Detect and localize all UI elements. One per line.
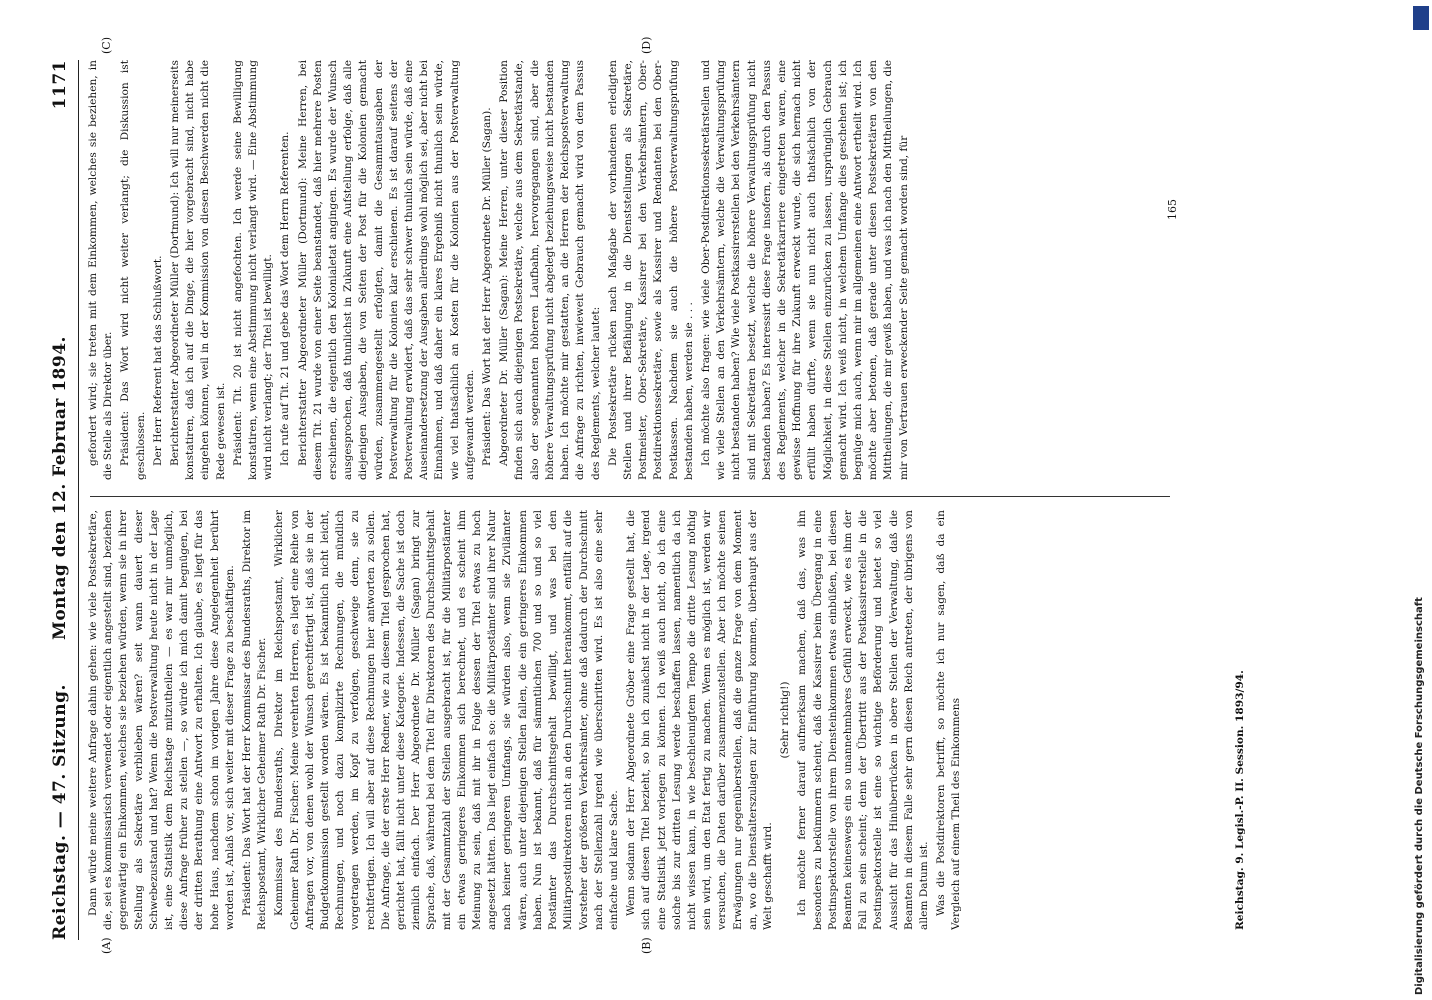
- paragraph: Präsident: Das Wort hat der Herr Abgeordnete Dr. Müller (Sagan).: [481, 107, 494, 466]
- paragraph: Wenn sodann der Herr Abgeordnete Gröber eine Frage gestellt hat, die sich auf diesen Titel bezieht, so bin ich zunächst nicht in der Lage, irgend eine Statistik jetzt vorlegen zu können. Ich weiß auch nicht, ob ich eine solche bis zur dritten Lesung werde beschaffen lassen, namentlich da ich nicht wissen kann, in wie beschleunigtem Tempo die dritte Lesung nöthig sein wird, um den Etat fertig zu machen. Wenn es möglich ist, werden wir versuchen, die Daten darüber zusammenzustellen. Aber ich möchte seinen Erwägungen nur gegenüberstellen, daß die ganze Frage von dem Moment an, wo die Dienstalterszulagen zur Einführung kommen, überhaupt aus der Welt geschafft wird.: [625, 510, 774, 930]
- paragraph: Berichterstatter Abgeordneter Müller (Dortmund): Meine Herren, bei diesem Tit. 21 wurde von einer Seite beanstandet, daß hier mehrere Posten erschienen, die eigentlich den Kolonialetat angingen. Es wurde der Wunsch ausgesprochen, daß thunlichst in Zukunft eine Aufstellung erfolge, daß alle diejenigen Ausgaben, die von Seiten der Post für die Kolonien gemacht würden, zusammengestellt erfolgten, damit die Gesammtausgaben der Postverwaltung für die Kolonien klar erschienen. Es ist darauf seitens der Postverwaltung erwidert, daß das sehr schwer thunlich sein würde, daß eine Auseinandersetzung der Ausgaben allerdings wohl möglich sei, aber nicht bei Einnahmen, und daß daher ein klares Ergebniß nicht thunlich sein würde, wie viel thatsächlich an Kosten für die Kolonien aus der Postverwaltung aufgewandt werden.: [296, 60, 476, 480]
- paragraph: gefordert wird; sie treten mit dem Einkommen, welches sie beziehen, in die Stelle als Direktor über.: [87, 60, 115, 480]
- digitization-credit: Digitalisierung gefördert durch die Deutsche Forschungsgemeinschaft: [1414, 597, 1425, 995]
- paragraph: Der Herr Referent hat das Schlußwort.: [151, 255, 164, 466]
- paragraph: Ich möchte ferner darauf aufmerksam machen, daß das, was ihn besonders zu bekümmern scheint, daß die Kassirer beim Übergang in eine Postinspektorstelle von ihrem Diensteinkommen etwas einbüßen, bei diesen Beamten keineswegs ein so unannehmbares Gefühl erweckt, wie es ihm der Fall zu sein scheint; denn der Übertritt aus der Postkassirerstelle in die Postinspektorstelle ist eine so wichtige Beförderung und bietet so viel Aussicht für das Hinüberrücken in obere Stellen der Verwaltung, daß die Beamten in diesem Falle sehr gern diesen Reich antreten, der übrigens von allem Datum ist.: [796, 510, 930, 930]
- header-rule: [78, 60, 79, 940]
- paragraph: Dann würde meine weitere Anfrage dahin gehen: wie viele Postsekretäre, die, sei es kommissarisch verwendet oder eigentlich angestellt sind, beziehen gegenwärtig ein Einkommen, welches sie beziehen würden, wenn sie in ihrer Stellung als Sekretäre verblieben wären? seit wann dauert dieser Schwebezustand und hat? Wenn die Postverwaltung heute nicht in der Lage ist, eine Statistik dem Reichstage mitzutheilen — es war mir unmöglich, diese Anfrage früher zu stellen —, so würde ich mich damit begnügen, bei der dritten Berathung eine Antwort zu erhalten. Ich glaube, es liegt für das hohe Haus, nachdem schon im vorigen Jahre diese Angelegenheit berührt worden ist, Anlaß vor, sich weiter mit dieser Frage zu beschäftigen.: [87, 510, 236, 930]
- paragraph: Was die Postdirektoren betrifft, so möchte ich nur sagen, daß da ein Vergleich auf einem Theil des Einkommens: [935, 510, 963, 930]
- margin-marker-c: (C): [100, 37, 113, 54]
- digitization-strip: [1410, 0, 1432, 1000]
- paragraph: Berichterstatter Abgeordneter Müller (Dortmund): Ich will nur meinerseits konstatiren, daß ich auf die Dinge, die hier vorgebracht sind, nicht habe eingehen können, weil in der Kommission von diesen Beschwerden nicht die Rede gewesen ist.: [169, 60, 227, 480]
- header-left: Reichstag. — 47. Sitzung.: [50, 684, 70, 940]
- sheet-number: 165: [1166, 199, 1179, 220]
- paragraph: Abgeordneter Dr. Müller (Sagan): Meine Herren, unter dieser Position finden sich auch diejenigen Postsekretäre, welche aus dem Sekretärstande, also der sogenannten höheren Laufbahn, hervorgegangen sind, aber die höhere Verwaltungsprüfung nicht abgelegt beziehungsweise nicht bestanden haben. Ich möchte mir gestatten, an die Herren der Reichspostverwaltung die Anfrage zu richten, inwieweit Gebrauch gemacht wird von dem Passus des Reglements, welcher lautet:: [498, 60, 602, 480]
- margin-marker-d: (D): [640, 36, 653, 54]
- margin-marker-b: (B): [640, 937, 653, 954]
- paragraph: Ich möchte also fragen: wie viele Ober-Postdirektionssekretärstellen und wie viele Stellen an den Verkehrsämtern, welche die Verwaltungsprüfung nicht bestanden haben? Wie viele Postkassirerstellen bei den Verkehrsämtern sind mit Sekretären besetzt, welche die höhere Verwaltungsprüfung nicht bestanden haben? Es interessirt diese Frage insofern, als durch den Passus des Reglements, welcher in die Sekretärkarriere eingetreten waren, eine gewisse Hoffnung für ihre Zukunft erweckt wurde, die sich hernach nicht erfüllt haben dürfte, wenn sie nun nicht auch thatsächlich von der Möglichkeit, in diese Stellen einzurücken zu lassen, ursprünglich Gebrauch gemacht wird. Ich weiß nicht, in welchem Umfange dies geschehen ist; ich begnüge mich auch, wenn mir im allgemeinen eine Antwort ertheilt wird. Ich möchte aber betonen, daß gerade unter diesen Postsekretären von den Mittheilungen, die mir gewiß haben, und was ich nach den Mittheilungen, die mir von Vertrauen erweckender Seite gemacht worden sind, für: [699, 60, 910, 480]
- paragraph: Kommissar des Bundesraths, Direktor im Reichspostamt, Wirklicher Geheimer Rath Dr. Fischer: Meine verehrten Herren, es liegt eine Reihe von Anfragen vor, von denen wohl der Wunsch gerechtfertigt ist, daß sie in der Budgetkommission gestellt worden wären. Es ist bekanntlich nicht leicht, Rechnungen, und noch dazu komplizirte Rechnungen, die mündlich vorgetragen werden, im Kopf zu verfolgen, geschweige denn, sie zu rechtfertigen. Ich will aber auf diese Rechnungen hier antworten zu sollen. Die Anfrage, die der erste Herr Redner, wie zu diesem Titel gesprochen hat, gerichtet hat, fällt nicht unter diese Kategorie. Indessen, die Sache ist doch ziemlich einfach. Der Herr Abgeordnete Dr. Müller (Sagan) bringt zur Sprache, daß, während bei dem Titel für Direktoren des Durchschnittsgehalt mit der Gesammtzahl der Stellen ausgebracht ist, für die Militärpostämter ein etwas geringeres Einkommen sich berechnet, und es scheint ihm Meinung zu sein, daß mit ihr in Folge dessen der Titel etwas zu hoch angesetzt hätten. Das liegt einfach so: die Militärpostämter sind ihrer Natur nach keiner geringeren Umfangs, sie würden also, wenn sie Zivilämter wären, auch unter diejenigen Stellen fallen, die ein geringeres Einkommen haben. Nun ist bekannt, daß für sämmtlichen 700 und so und so viel Postämter das Durchschnittsgehalt bewilligt, und was bei den Militärpostdirektoren nicht an den Durchschnitt herankommt, entfällt auf die Vorsteher der größeren Verkehrsämter, ohne daß dadurch der Durchschnitt nach der Stellenzahl irgend wie überschritten wird. Es ist also eine sehr einfache und klare Sache.: [273, 510, 620, 930]
- paragraph: Ich rufe auf Tit. 21 und gebe das Wort dem Herrn Referenten.: [279, 131, 292, 466]
- header-center: Montag den 12. Februar 1894.: [50, 336, 70, 640]
- paragraph: Präsident: Das Wort wird nicht weiter verlangt; die Diskussion ist geschlossen.: [119, 60, 147, 480]
- paragraph: Präsident: Das Wort hat der Herr Kommissar des Bundesraths, Direktor im Reichspostamt, Wirklicher Geheimer Rath Dr. Fischer.: [241, 510, 269, 930]
- header-page-number: 1171: [50, 60, 70, 110]
- paragraph: Die Postsekretäre rücken nach Maßgabe der vorhandenen erledigten Stellen und ihrer Befähigung in die Dienststellungen als Sekretäre, Postmeister, Ober-Sekretäre, Kassirer bei den Verkehrsämtern, Ober-Postdirektionssekretäre, sowie als Kassirer und Rendanten bei den Ober-Postkassen. Nachdem sie auch die höhere Postverwaltungsprüfung bestanden haben, werden sie . . .: [606, 60, 695, 480]
- left-column: [86, 510, 1226, 930]
- margin-marker-a: (A): [100, 937, 113, 954]
- footer-session: Reichstag. 9. Legisl.-P. II. Session. 1893/94.: [1234, 670, 1246, 930]
- right-column: [86, 60, 1226, 480]
- paragraph: Präsident: Tit. 20 ist nicht angefochten. Ich werde seine Bewilligung konstatiren, wenn eine Abstimmung nicht verlangt wird. — Eine Abstimmung wird nicht verlangt; der Titel ist bewilligt.: [231, 60, 275, 480]
- paragraph: (Sehr richtig!): [779, 681, 792, 759]
- running-header: [50, 60, 76, 940]
- column-divider: [90, 496, 1170, 497]
